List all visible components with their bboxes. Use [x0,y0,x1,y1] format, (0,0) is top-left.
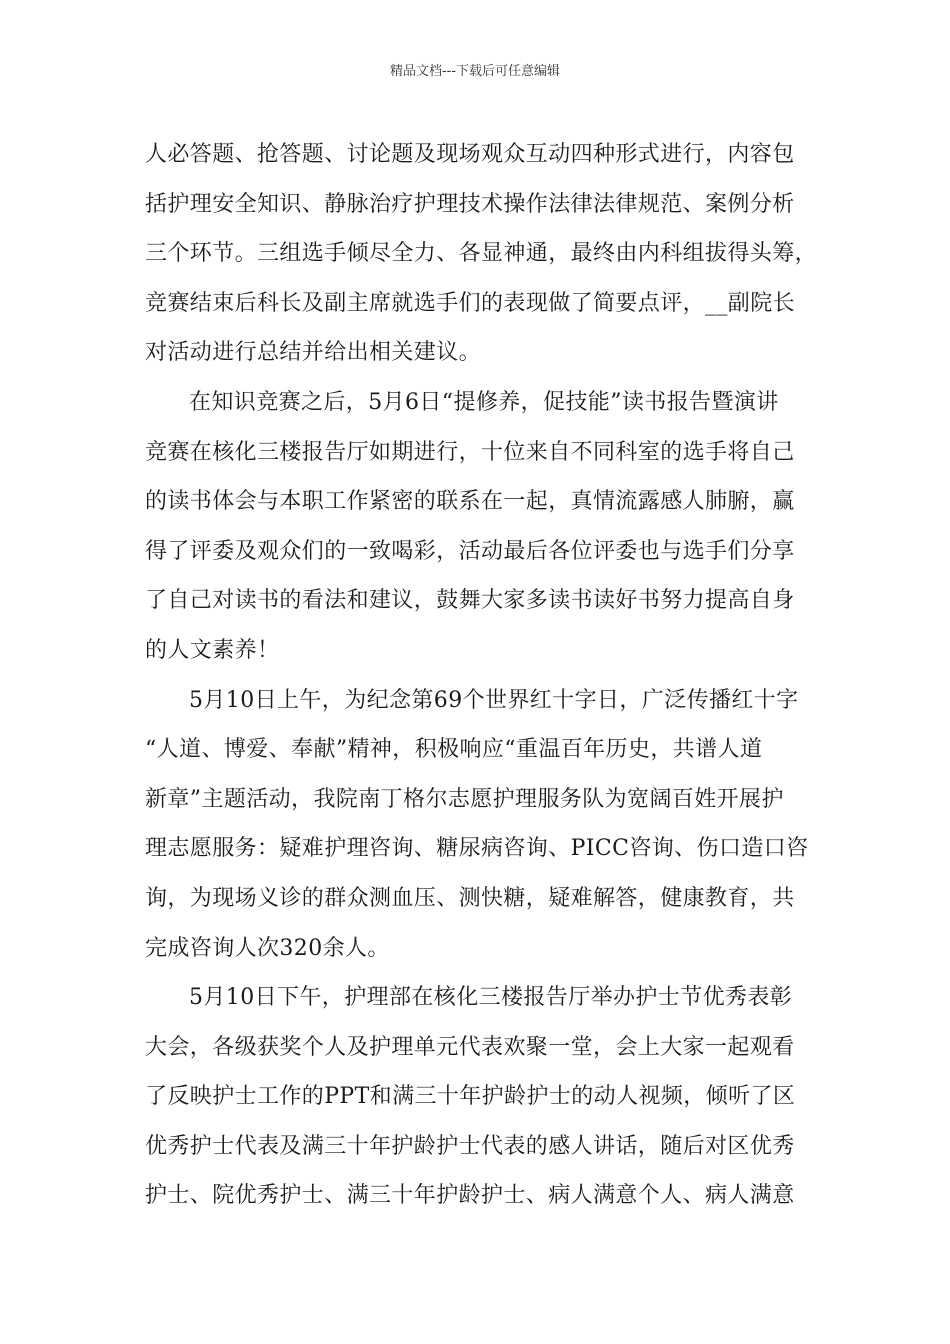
text-line: 优秀护士代表及满三十年护龄护士代表的感人讲话，随后对区优秀 [145,1133,795,1159]
text-line: 了反映护士工作的PPT和满三十年护龄护士的动人视频，倾听了区 [145,1084,796,1110]
paragraph-start-line: 5月10日下午，护理部在核化三楼报告厅举办护士节优秀表彰 [189,985,793,1011]
text-line: 三个环节。三组选手倾尽全力、各显神通，最终由内科组拔得头筹， [145,241,818,267]
text-line: 的人文素养！ [145,637,280,663]
text-line: 询，为现场义诊的群众测血压、测快糖，疑难解答，健康教育，共 [145,885,795,911]
text-line: 括护理安全知识、静脉治疗护理技术操作法律法律规范、案例分析 [145,191,795,217]
text-line: 竞赛在核化三楼报告厅如期进行，十位来自不同科室的选手将自己 [145,439,795,465]
text-line: 的读书体会与本职工作紧密的联系在一起，真情流露感人肺腑，赢 [145,489,795,515]
document-body [145,130,825,1221]
text-line: 护士、院优秀护士、满三十年护龄护士、病人满意个人、病人满意 [145,1183,795,1209]
page-header: 精品文档---下载后可任意编辑 [389,64,561,79]
text-line: 了自己对读书的看法和建议，鼓舞大家多读书读好书努力提高自身 [145,588,795,614]
text-line: 完成咨询人次320余人。 [145,935,390,961]
text-line: 理志愿服务：疑难护理咨询、糖尿病咨询、PICC咨询、伤口造口咨 [145,836,809,862]
text-line: 大会，各级获奖个人及护理单元代表欢聚一堂，会上大家一起观看 [145,1034,795,1060]
paragraph-start-line: 5月10日上午，为纪念第69个世界红十字日，广泛传播红十字 [189,687,799,713]
text-line: 人必答题、抢答题、讨论题及现场观众互动四种形式进行，内容包 [145,142,795,167]
text-line: 新章”主题活动，我院南丁格尔志愿护理服务队为宽阔百姓开展护 [145,786,784,812]
paragraph-start-line: 在知识竞赛之后，5月6日“提修养，促技能”读书报告暨演讲 [189,389,779,415]
text-line: 竞赛结束后科长及副主席就选手们的表现做了简要点评，__副院长 [145,290,796,316]
text-line: “人道、博爱、奉献”精神，积极响应“重温百年历史，共谱人道 [145,737,763,763]
text-line: 对活动进行总结并给出相关建议。 [145,340,482,366]
text-line: 得了评委及观众们的一致喝彩，活动最后各位评委也与选手们分享 [145,538,795,564]
